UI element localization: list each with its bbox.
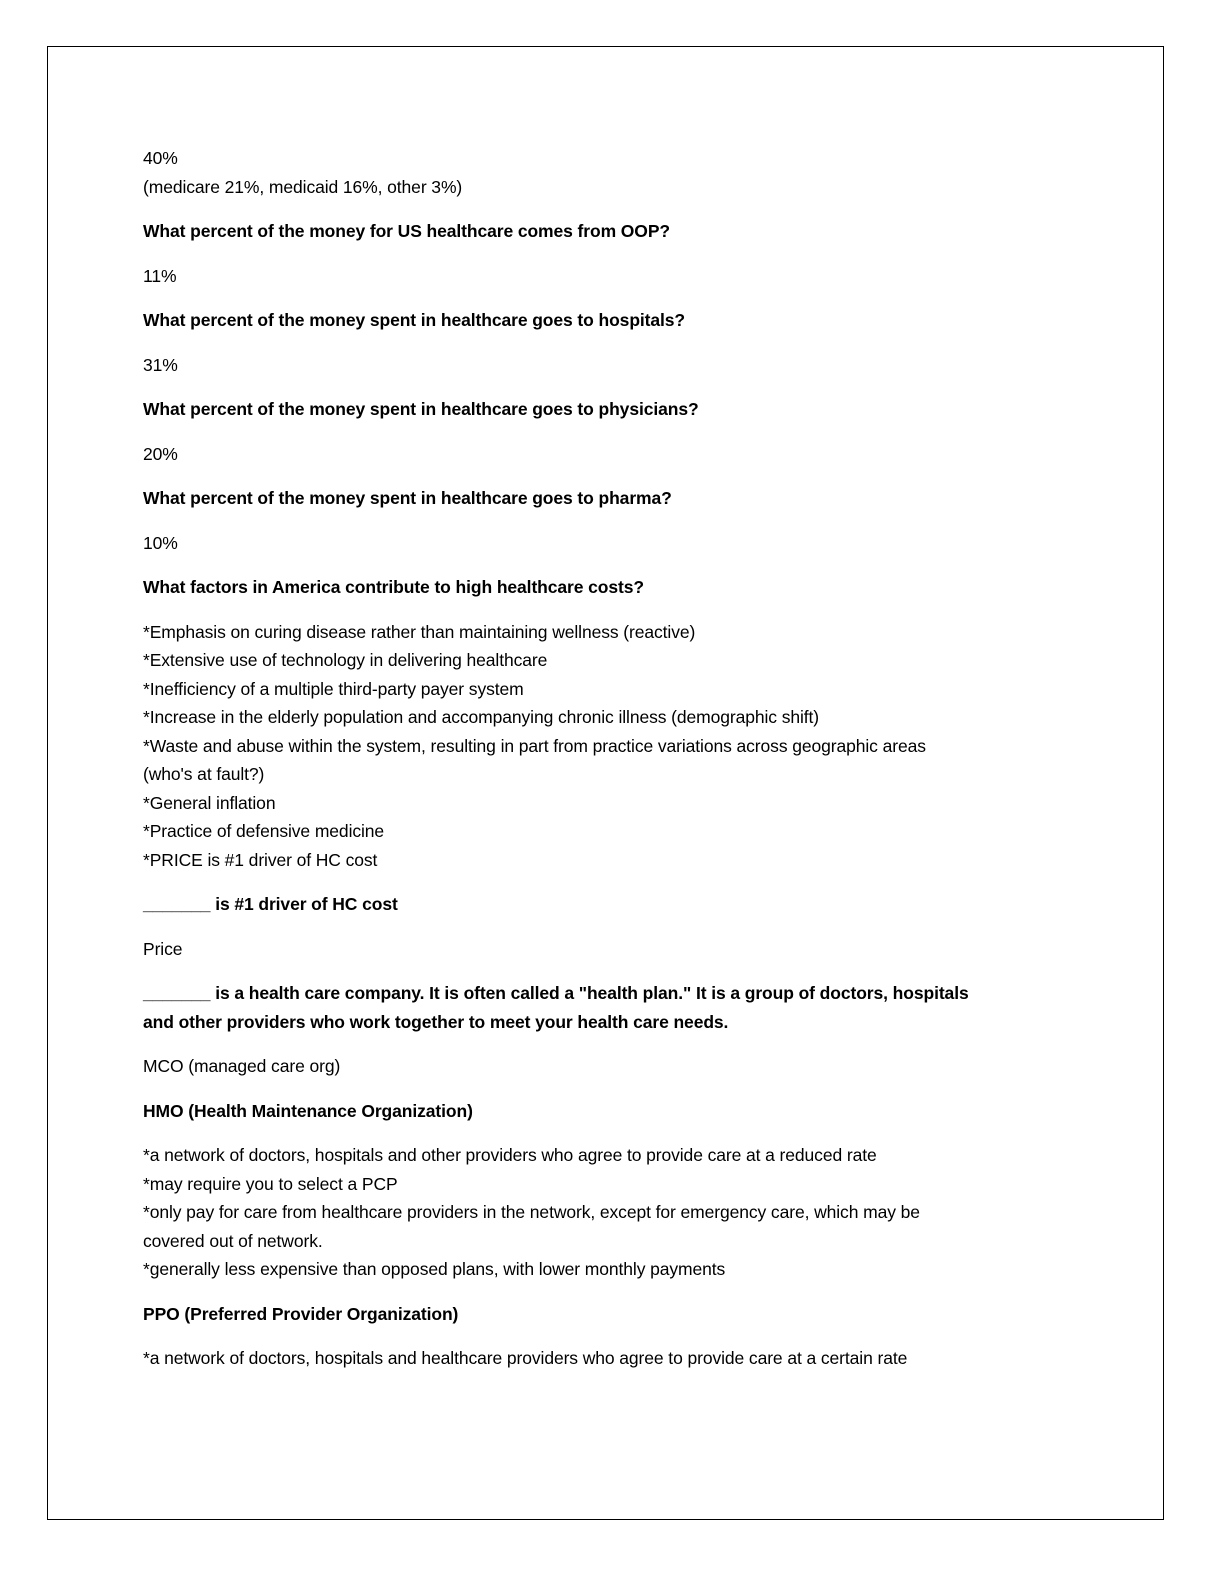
- answer-line: *Practice of defensive medicine: [143, 821, 385, 841]
- question-line: What factors in America contribute to high healthcare costs?: [143, 577, 644, 597]
- answer-line: Price: [143, 938, 183, 959]
- answer-line: 20%: [143, 443, 178, 464]
- answer-line: (medicare 21%, medicaid 16%, other 3%): [143, 176, 463, 197]
- answer-line: *General inflation: [143, 792, 276, 813]
- question-line: What percent of the money spent in healthcare goes to hospitals?: [143, 310, 686, 330]
- question-text: [143, 890, 1073, 919]
- question-text: [143, 484, 1073, 513]
- answer-text: [143, 440, 1073, 469]
- flashcard-document-body: [143, 144, 1073, 1389]
- answer-line: *a network of doctors, hospitals and healthcare providers who agree to provide care at a certain rate: [143, 1348, 908, 1368]
- question-text: [143, 979, 1073, 1036]
- question-line: PPO (Preferred Provider Organization): [143, 1303, 459, 1324]
- question-text: [143, 395, 1073, 424]
- answer-line: *Inefficiency of a multiple third-party payer system: [143, 678, 524, 699]
- answer-line: *may require you to select a PCP: [143, 1173, 398, 1194]
- answer-text: [143, 529, 1073, 558]
- answer-text: [143, 1344, 1073, 1373]
- answer-line: *a network of doctors, hospitals and other providers who agree to provide care at a reduced rate: [143, 1145, 877, 1165]
- question-line: What percent of the money for US healthcare comes from OOP?: [143, 221, 670, 241]
- answer-text: [143, 351, 1073, 380]
- question-line: HMO (Health Maintenance Organization): [143, 1100, 473, 1121]
- question-line: _______ is a health care company. It is often called a "health plan." It is a group of doctors, hospitals: [143, 983, 969, 1003]
- question-line: What percent of the money spent in healthcare goes to physicians?: [143, 399, 699, 419]
- answer-text: [143, 1141, 1073, 1284]
- answer-line: 31%: [143, 354, 178, 375]
- question-text: [143, 306, 1073, 335]
- question-line: What percent of the money spent in healthcare goes to pharma?: [143, 488, 672, 508]
- answer-line: (who's at fault?): [143, 764, 265, 784]
- question-text: [143, 1300, 1073, 1329]
- answer-text: [143, 144, 1073, 201]
- question-text: [143, 573, 1073, 602]
- answer-line: 10%: [143, 532, 178, 553]
- question-line: _______ is #1 driver of HC cost: [143, 894, 398, 914]
- answer-line: *only pay for care from healthcare providers in the network, except for emergency care, which may be: [143, 1202, 920, 1222]
- answer-line: covered out of network.: [143, 1230, 323, 1251]
- answer-text: [143, 262, 1073, 291]
- question-line: and other providers who work together to meet your health care needs.: [143, 1011, 729, 1032]
- answer-line: *Emphasis on curing disease rather than maintaining wellness (reactive): [143, 621, 696, 642]
- answer-text: [143, 618, 1073, 875]
- answer-text: [143, 1052, 1073, 1081]
- answer-line: *generally less expensive than opposed plans, with lower monthly payments: [143, 1259, 726, 1279]
- answer-line: *Waste and abuse within the system, resulting in part from practice variations across geographic areas: [143, 735, 926, 756]
- question-text: [143, 1097, 1073, 1126]
- answer-line: *Increase in the elderly population and accompanying chronic illness (demographic shift): [143, 707, 820, 727]
- answer-line: *Extensive use of technology in delivering healthcare: [143, 650, 548, 670]
- answer-line: *PRICE is #1 driver of HC cost: [143, 849, 378, 870]
- answer-text: [143, 935, 1073, 964]
- answer-line: MCO (managed care org): [143, 1056, 341, 1076]
- answer-line: 11%: [143, 265, 177, 286]
- answer-line: 40%: [143, 148, 178, 168]
- question-text: [143, 217, 1073, 246]
